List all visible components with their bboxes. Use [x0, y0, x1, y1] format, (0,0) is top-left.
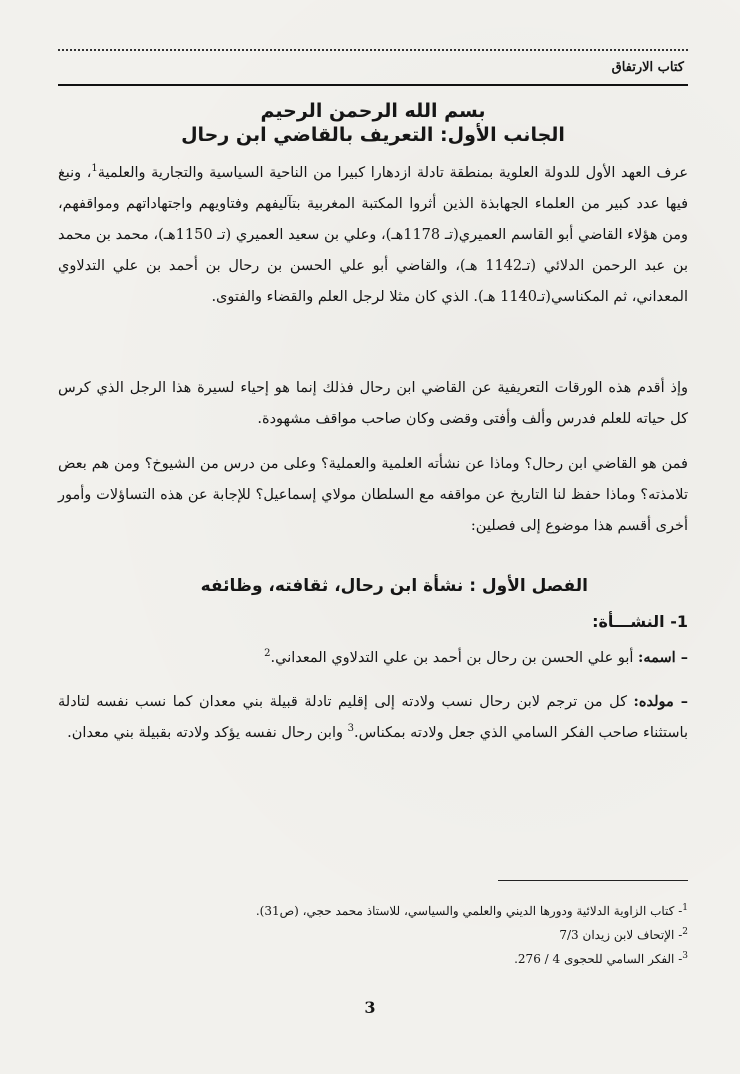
footnote-ref: 1	[91, 163, 98, 175]
paragraph-intro	[58, 158, 688, 313]
footnote	[58, 920, 688, 944]
paragraph-text: وابن رحال نفسه يؤكد ولادته بقبيلة بني معدان.	[67, 725, 348, 741]
footnote	[58, 944, 688, 968]
footnote-separator	[498, 880, 688, 881]
paragraph-text: ، ونبغ فيها عدد كبير من العلماء الجهابذة الذين أثروا المكتبة المغربية بتآليفهم وفتاويهم واجتهاداتهم ومواقفهم، ومن هؤلاء القاضي أبو القاسم العميري(تـ 1178هـ)، وعلي بن سعيد العميري (تـ 1150هـ)، محمد بن محمد بن عبد الرحمن الدلائي (تـ1142 هـ)، والقاضي أبو علي الحسن بن رحال بن أحمد بن علي التدلاوي المعداني، ثم المكناسي(تـ1140 هـ). الذي كان مثلا لرجل العلم والقضاء والفتوى.	[58, 165, 689, 305]
paragraph-birth	[58, 686, 688, 749]
footnote-number: 3	[682, 951, 688, 961]
header-dotted-rule	[58, 49, 688, 51]
footnote-text: - كتاب الزاوية الدلائية ودورها الديني والعلمي والسياسي، للاستاذ محمد حجي، (ص31).	[255, 904, 683, 918]
footnote-ref: 2	[264, 648, 271, 660]
footnotes	[58, 896, 688, 968]
header-rule	[58, 84, 688, 86]
paragraph-text: عرف العهد الأول للدولة العلوية بمنطقة تادلة ازدهارا كبيرا من الناحية السياسية والتجارية والعلمية	[97, 165, 688, 181]
running-head: كتاب الارتفاق	[611, 60, 684, 75]
footnote-text: - الإتحاف لابن زيدان 7/3	[559, 928, 683, 942]
paragraph-purpose: وإذ أقدم هذه الورقات التعريفية عن القاضي ابن رحال فذلك إنما هو إحياء لسيرة هذا الرجل الذي كرس كل حياته للعلم فدرس وألف وأفتى وقضى وكان صاحب مواقف مشهودة.	[58, 380, 688, 427]
paragraph-questions: فمن هو القاضي ابن رحال؟ وماذا عن نشأته العلمية والعملية؟ وعلى من درس من الشيوخ؟ ومن هم بعض تلامذته؟ وماذا حفظ لنا التاريخ عن مواقفه مع السلطان مولاي إسماعيل؟ للإجابة عن هذه التساؤلات وأمور أخرى أقسم هذا موضوع إلى فصلين:	[58, 456, 688, 534]
section-heading: الجانب الأول: التعريف بالقاضي ابن رحال	[181, 124, 565, 146]
basmala: بسم الله الرحمن الرحيم	[260, 100, 486, 122]
paragraph-text: أبو علي الحسن بن رحال بن أحمد بن علي التدلاوي المعداني.	[270, 650, 638, 666]
paragraph-text: كل من ترجم لابن رحال نسب ولادته إلى إقليم تادلة قبيلة بني معدان كما نسب نفسه لتادلة باستثناء صاحب الفكر السامي الذي جعل ولادته بمكناس.	[58, 694, 688, 741]
footnote	[58, 896, 688, 920]
paragraph-lead: – اسمه:	[638, 649, 688, 666]
footnote-number: 2	[682, 927, 688, 937]
paragraph-lead: – مولده:	[633, 693, 688, 710]
footnote-number: 1	[682, 903, 688, 913]
footnote-ref: 3	[347, 723, 354, 735]
paragraph-name	[58, 642, 688, 674]
page-number: 3	[364, 998, 376, 1017]
footnote-text: - الفكر السامي للحجوى 4 / 276.	[514, 952, 683, 966]
chapter-heading: الفصل الأول : نشأة ابن رحال، ثقافته، وظائفه	[200, 576, 588, 596]
subsection-heading: 1- النشـــأة:	[592, 612, 688, 631]
